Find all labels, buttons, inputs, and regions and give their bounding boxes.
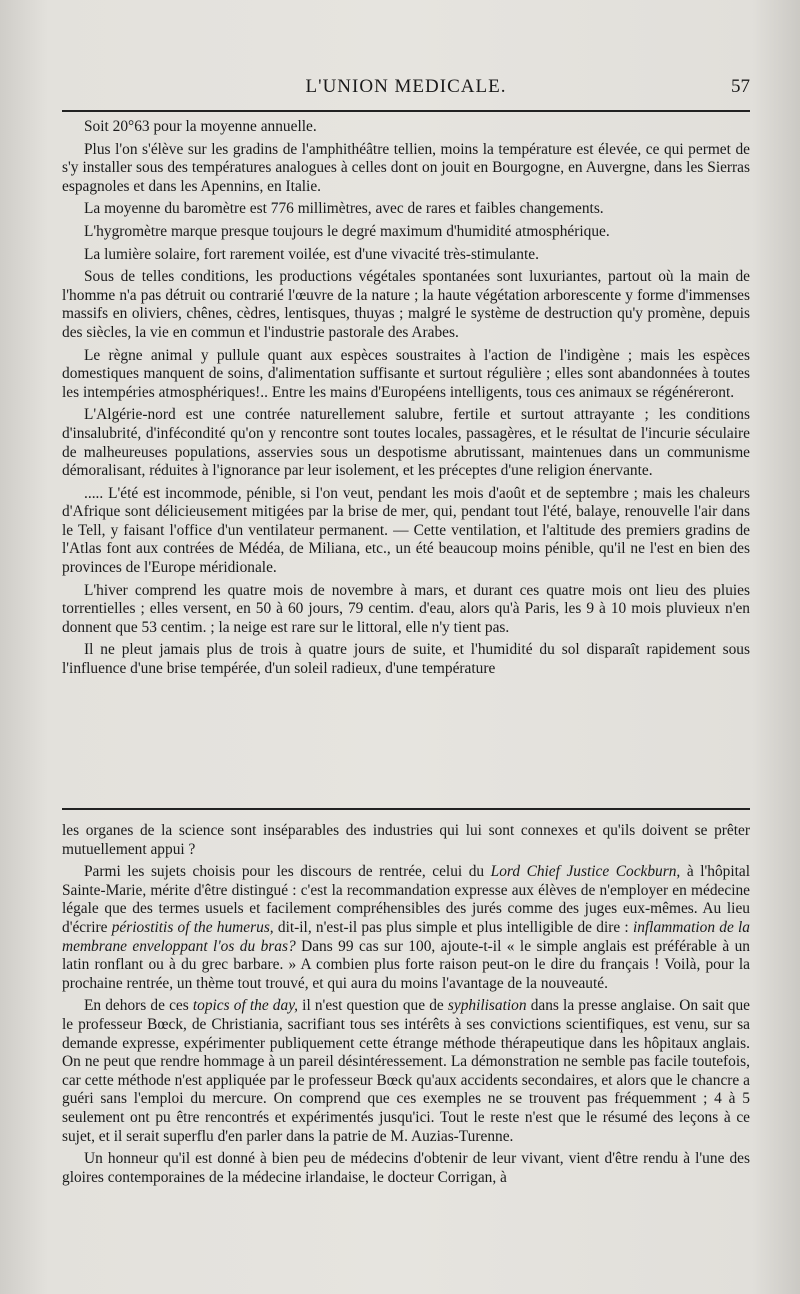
paragraph: Plus l'on s'élève sur les gradins de l'amphithéâtre tellien, moins la température est élevée, ce qui permet de s'y installer sous des températures analogues à celles dont on jouit en Bourgogne, en Auvergne, dans les Sierras espagnoles et dans les Apennins, en Italie. <box>62 140 750 195</box>
paragraph: Le règne animal y pullule quant aux espèces soustraites à l'action de l'indigène ; mais les espèces domestiques manquent de soins, d'alimentation suffisante et surtout régulière ; elles sont abandonnées à toutes les intempéries atmosphériques!.. Entre les mains d'Européens intelligents, tous ces animaux se régénéreront. <box>62 346 750 401</box>
article-top-section <box>62 118 750 683</box>
paragraph <box>62 997 750 1146</box>
paragraph: Sous de telles conditions, les productions végétales spontanées sont luxuriantes, partout où la main de l'homme n'a pas détruit ou contrarié l'œuvre de la nature ; la haute végétation arborescente y forme d'immenses massifs en oliviers, chênes, cèdres, lentisques, thuyas ; malgré le système de destruction qu'y promène, depuis des siècles, la vie en commun et l'industrie pastorale des Arabes. <box>62 268 750 341</box>
text-run: dit-il, n'est-il pas plus simple et plus intelligible de dire : <box>273 918 633 936</box>
paragraph <box>62 863 750 993</box>
paragraph: La lumière solaire, fort rarement voilée, est d'une vivacité très-stimulante. <box>84 245 539 263</box>
italic-run: Lord Chief Justice Cockburn, <box>490 863 681 881</box>
paragraph: les organes de la science sont inséparables des industries qui lui sont connexes et qu'ils doivent se prêter mutuellement appui ? <box>62 822 750 858</box>
text-run: En dehors de ces <box>84 997 193 1015</box>
text-run: dans la presse anglaise. On sait que le professeur Bœck, de Christiania, sacrifiant tous ses intérêts à ses convictions scientifiques, est venu, sur sa demande expresse, expérimenter publiquement cette étrange méthode thérapeutique dans les hôpitaux anglais. On ne peut que rendre hommage à un pareil désintéressement. La démonstration ne semble pas facile toutefois, car cette méthode n'est appliquée par le professeur Bœck qu'aux accidents secondaires, et alors que le chancre a guéri sans l'emploi du mercure. On comprend que ces exemples ne se trouvent pas fréquemment ; 4 à 5 seulement ont pu être rencontrés et expérimentés jusqu'ici. Tout le reste n'est que le résumé des leçons à ce sujet, et il serait superflu d'en parler dans la patrie de M. Auzias-Turenne. <box>62 997 750 1145</box>
italic-run: inflammation de la membrane enveloppant l'os du bras? <box>62 918 750 955</box>
paragraph: ..... L'été est incommode, pénible, si l'on veut, pendant les mois d'août et de septembre ; mais les chaleurs d'Afrique sont délicieusement mitigées par la brise de mer, qui, pendant tout l'été, balaye, renouvelle l'air dans le Tell, y faisant l'office d'un ventilateur permanent. — Cette ventilation, et l'altitude des premiers gradins de l'Atlas font aux contrées de Médéa, de Miliana, etc., un été beaucoup moins pénible, qu'il ne l'est en bien des provinces de l'Europe méridionale. <box>62 484 750 577</box>
article-bottom-section <box>62 822 750 1191</box>
running-title: L'UNION MEDICALE. <box>305 76 507 97</box>
text-run: Parmi les sujets choisis pour les discours de rentrée, celui du <box>84 863 491 881</box>
italic-run: périostitis of the humerus, <box>111 918 274 936</box>
text-run: à l'hôpital Sainte-Marie, mérite d'être distingué : c'est la recommandation expresse aux élèves de n'employer en médecine légale que des termes usuels et facilement compréhensibles des jurés comme des juges eux-mêmes. Au lieu d'écrire <box>62 863 750 936</box>
page-header <box>62 72 750 106</box>
paragraph: Soit 20°63 pour la moyenne annuelle. <box>84 118 317 135</box>
italic-run: syphilisation <box>447 997 527 1015</box>
paragraph: La moyenne du baromètre est 776 millimètres, avec de rares et faibles changements. <box>84 200 604 218</box>
italic-run: topics of the day, <box>192 997 299 1015</box>
paragraph: Un honneur qu'il est donné à bien peu de médecins d'obtenir de leur vivant, vient d'être rendu à l'une des gloires contemporaines de la médecine irlandaise, le docteur Corrigan, à <box>62 1150 750 1186</box>
paragraph: L'hygromètre marque presque toujours le degré maximum d'humidité atmosphérique. <box>84 222 610 240</box>
paragraph: L'Algérie-nord est une contrée naturellement salubre, fertile et surtout attrayante ; les conditions d'insalubrité, d'infécondité qu'on y rencontre sont toutes locales, passagères, et le résultat de l'incurie séculaire de malheureuses populations, asservies sous un despotisme abrutissant, maintenues dans un communisme démoralisant, réduites à l'ignorance par leur isolement, et les préceptes d'une religion énervante. <box>62 406 750 480</box>
paragraph: L'hiver comprend les quatre mois de novembre à mars, et durant ces quatre mois ont lieu des pluies torrentielles ; elles versent, en 50 à 60 jours, 79 centim. d'eau, alors qu'à Paris, les 9 à 10 mois pluvieux n'en donnent que 53 centim. ; la neige est rare sur le littoral, elle n'y tient pas. <box>62 581 750 636</box>
header-rule <box>62 110 750 112</box>
paragraph: Il ne pleut jamais plus de trois à quatre jours de suite, et l'humidité du sol disparaît rapidement sous l'influence d'une brise tempérée, d'un soleil radieux, d'une température <box>62 641 750 678</box>
text-run: il n'est question que de <box>298 997 448 1015</box>
text-run: Dans 99 cas sur 100, ajoute-t-il « le simple anglais est préférable à un latin ronflant ou à du grec barbare. » A combien plus forte raison peut-on le dire du français ! Voilà, pour la prochaine rentrée, un thème tout trouvé, et qui aura du moins l'avantage de la nouveauté. <box>62 937 750 992</box>
section-divider <box>62 808 750 810</box>
page-number: 57 <box>731 76 750 97</box>
